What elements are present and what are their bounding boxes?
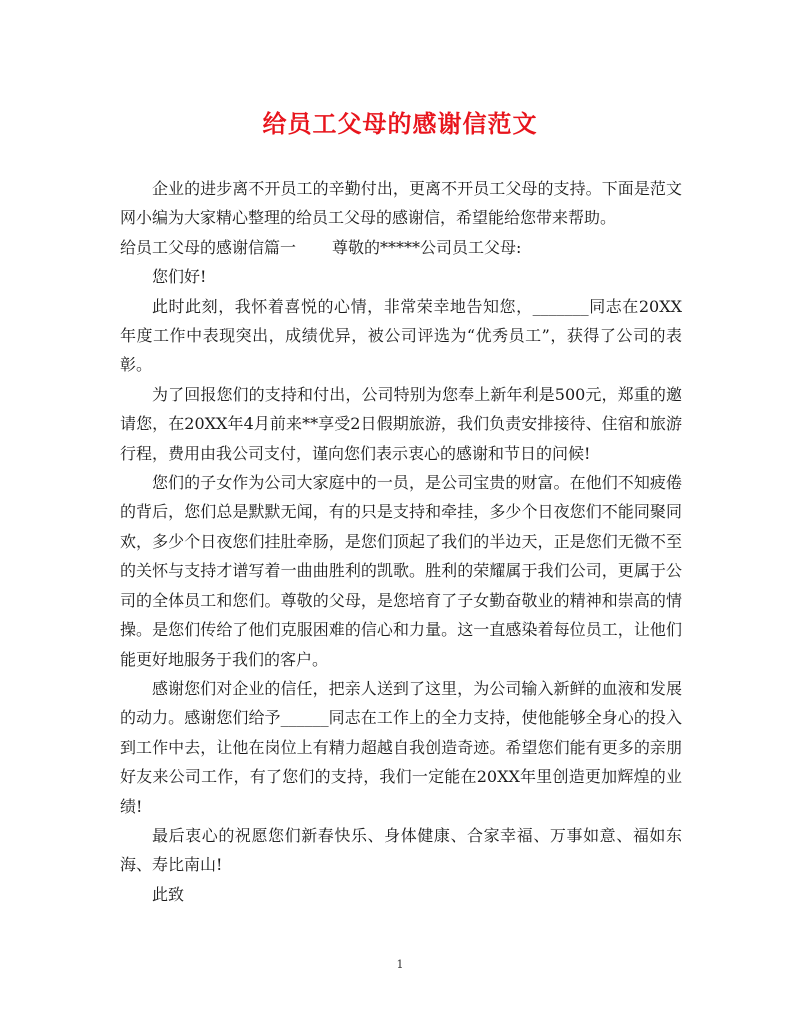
page-number: 1: [396, 958, 404, 971]
paragraph-gratitude: 感谢您们对企业的信任，把亲人送到了这里，为公司输入新鲜的血液和发展的动力。感谢您们给予______同志在工作上的全力支持，使他能够全身心的投入到工作中去，让他在岗位上有精力超越自我创造奇迹。希望您们能有更多的亲朋好友来公司工作，有了您们的支持，我们一定能在20XX年里创造更加辉煌的业绩!: [120, 678, 682, 816]
intro-paragraph: 企业的进步离不开员工的辛勤付出，更离不开员工父母的支持。下面是范文网小编为大家精心整理的给员工父母的感谢信，希望能给您带来帮助。: [120, 179, 682, 228]
paragraph-reward: 为了回报您们的支持和付出，公司特别为您奉上新年利是500元，郑重的邀请您，在20XX年4月前来**享受2日假期旅游，我们负责安排接待、住宿和旅游行程，费用由我公司支付，谨向您们表示衷心的感谢和节日的问候!: [120, 384, 682, 463]
paragraph-announcement: 此时此刻，我怀着喜悦的心情，非常荣幸地告知您，_______同志在20XX年度工作中表现突出，成绩优异，被公司评选为“优秀员工”，获得了公司的表彰。: [120, 296, 682, 375]
page-title: 给员工父母的感谢信范文: [262, 110, 538, 138]
closing: 此致: [152, 884, 185, 904]
letter-body: [120, 174, 682, 909]
section-heading: 给员工父母的感谢信篇一: [120, 237, 297, 257]
heading-spacer: [296, 233, 332, 262]
section-heading-line: [120, 233, 682, 262]
paragraph-wishes: 最后衷心的祝愿您们新春快乐、身体健康、合家幸福、万事如意、福如东海、寿比南山!: [120, 825, 682, 875]
paragraph-appreciation: 您们的子女作为公司大家庭中的一员，是公司宝贵的财富。在他们不知疲倦的背后，您们总是默默无闻，有的只是支持和牵挂，多少个日夜您们不能同聚同欢，多少个日夜您们挂肚牵肠，是您们顶起了我们的半边天，正是您们无微不至的关怀与支持才谱写着一曲曲胜利的凯歌。胜利的荣耀属于我们公司，更属于公司的全体员工和您们。尊敬的父母，是您培育了子女勤奋敬业的精神和崇高的情操。是您们传给了他们克服困难的信心和力量。这一直感染着每位员工，让他们能更好地服务于我们的客户。: [120, 473, 682, 669]
salutation: 尊敬的*****公司员工父母:: [332, 237, 522, 257]
greeting: 您们好!: [152, 267, 207, 287]
